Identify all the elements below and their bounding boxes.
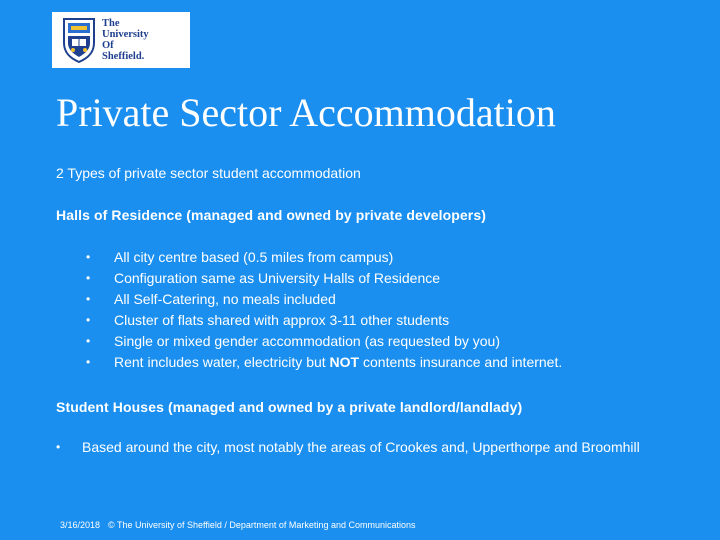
halls-bullet-list <box>86 247 686 373</box>
intro-text: 2 Types of private sector student accommodation <box>56 165 361 181</box>
bullet-icon: • <box>86 334 91 348</box>
logo-line: Of <box>102 40 114 51</box>
list-item <box>56 439 666 456</box>
bullet-icon: • <box>86 313 91 327</box>
houses-bullet-list <box>56 439 666 456</box>
list-item-emphasis: NOT <box>329 354 360 370</box>
slide-title: Private Sector Accommodation <box>56 90 556 135</box>
section-heading-houses: Student Houses (managed and owned by a private landlord/landlady) <box>56 399 523 415</box>
list-item <box>86 310 686 331</box>
list-item-text: All Self-Catering, no meals included <box>114 291 336 307</box>
footer-date: 3/16/2018 <box>60 520 101 530</box>
list-item-text: contents insurance and internet. <box>359 354 563 370</box>
list-item-text: Cluster of flats shared with approx 3-11 other students <box>114 312 450 328</box>
list-item <box>86 289 686 310</box>
list-item-text: Single or mixed gender accommodation (as requested by you) <box>114 333 500 349</box>
list-item-text: All city centre based (0.5 miles from campus) <box>114 249 394 265</box>
logo-line: Sheffield. <box>102 51 145 62</box>
list-item <box>86 331 686 352</box>
university-crest-icon <box>62 17 96 63</box>
list-item <box>86 247 686 268</box>
logo-line: The <box>102 18 120 29</box>
bullet-icon: • <box>56 440 61 454</box>
university-logo <box>52 12 190 68</box>
bullet-icon: • <box>86 292 91 306</box>
section-heading-halls: Halls of Residence (managed and owned by private developers) <box>56 207 487 223</box>
list-item-text: Based around the city, most notably the areas of Crookes and, Upperthorpe and Broomhill <box>82 439 640 455</box>
list-item <box>86 352 686 373</box>
bullet-icon: • <box>86 355 91 369</box>
logo-wordmark <box>102 18 149 62</box>
list-item <box>86 268 686 289</box>
list-item-text: Configuration same as University Halls of Residence <box>114 270 441 286</box>
slide-footer <box>60 519 416 531</box>
list-item-text: Rent includes water, electricity but <box>114 354 330 370</box>
bullet-icon: • <box>86 250 91 264</box>
logo-line: University <box>102 29 149 40</box>
footer-copyright: © The University of Sheffield / Department of Marketing and Communications <box>108 520 416 530</box>
bullet-icon: • <box>86 271 91 285</box>
